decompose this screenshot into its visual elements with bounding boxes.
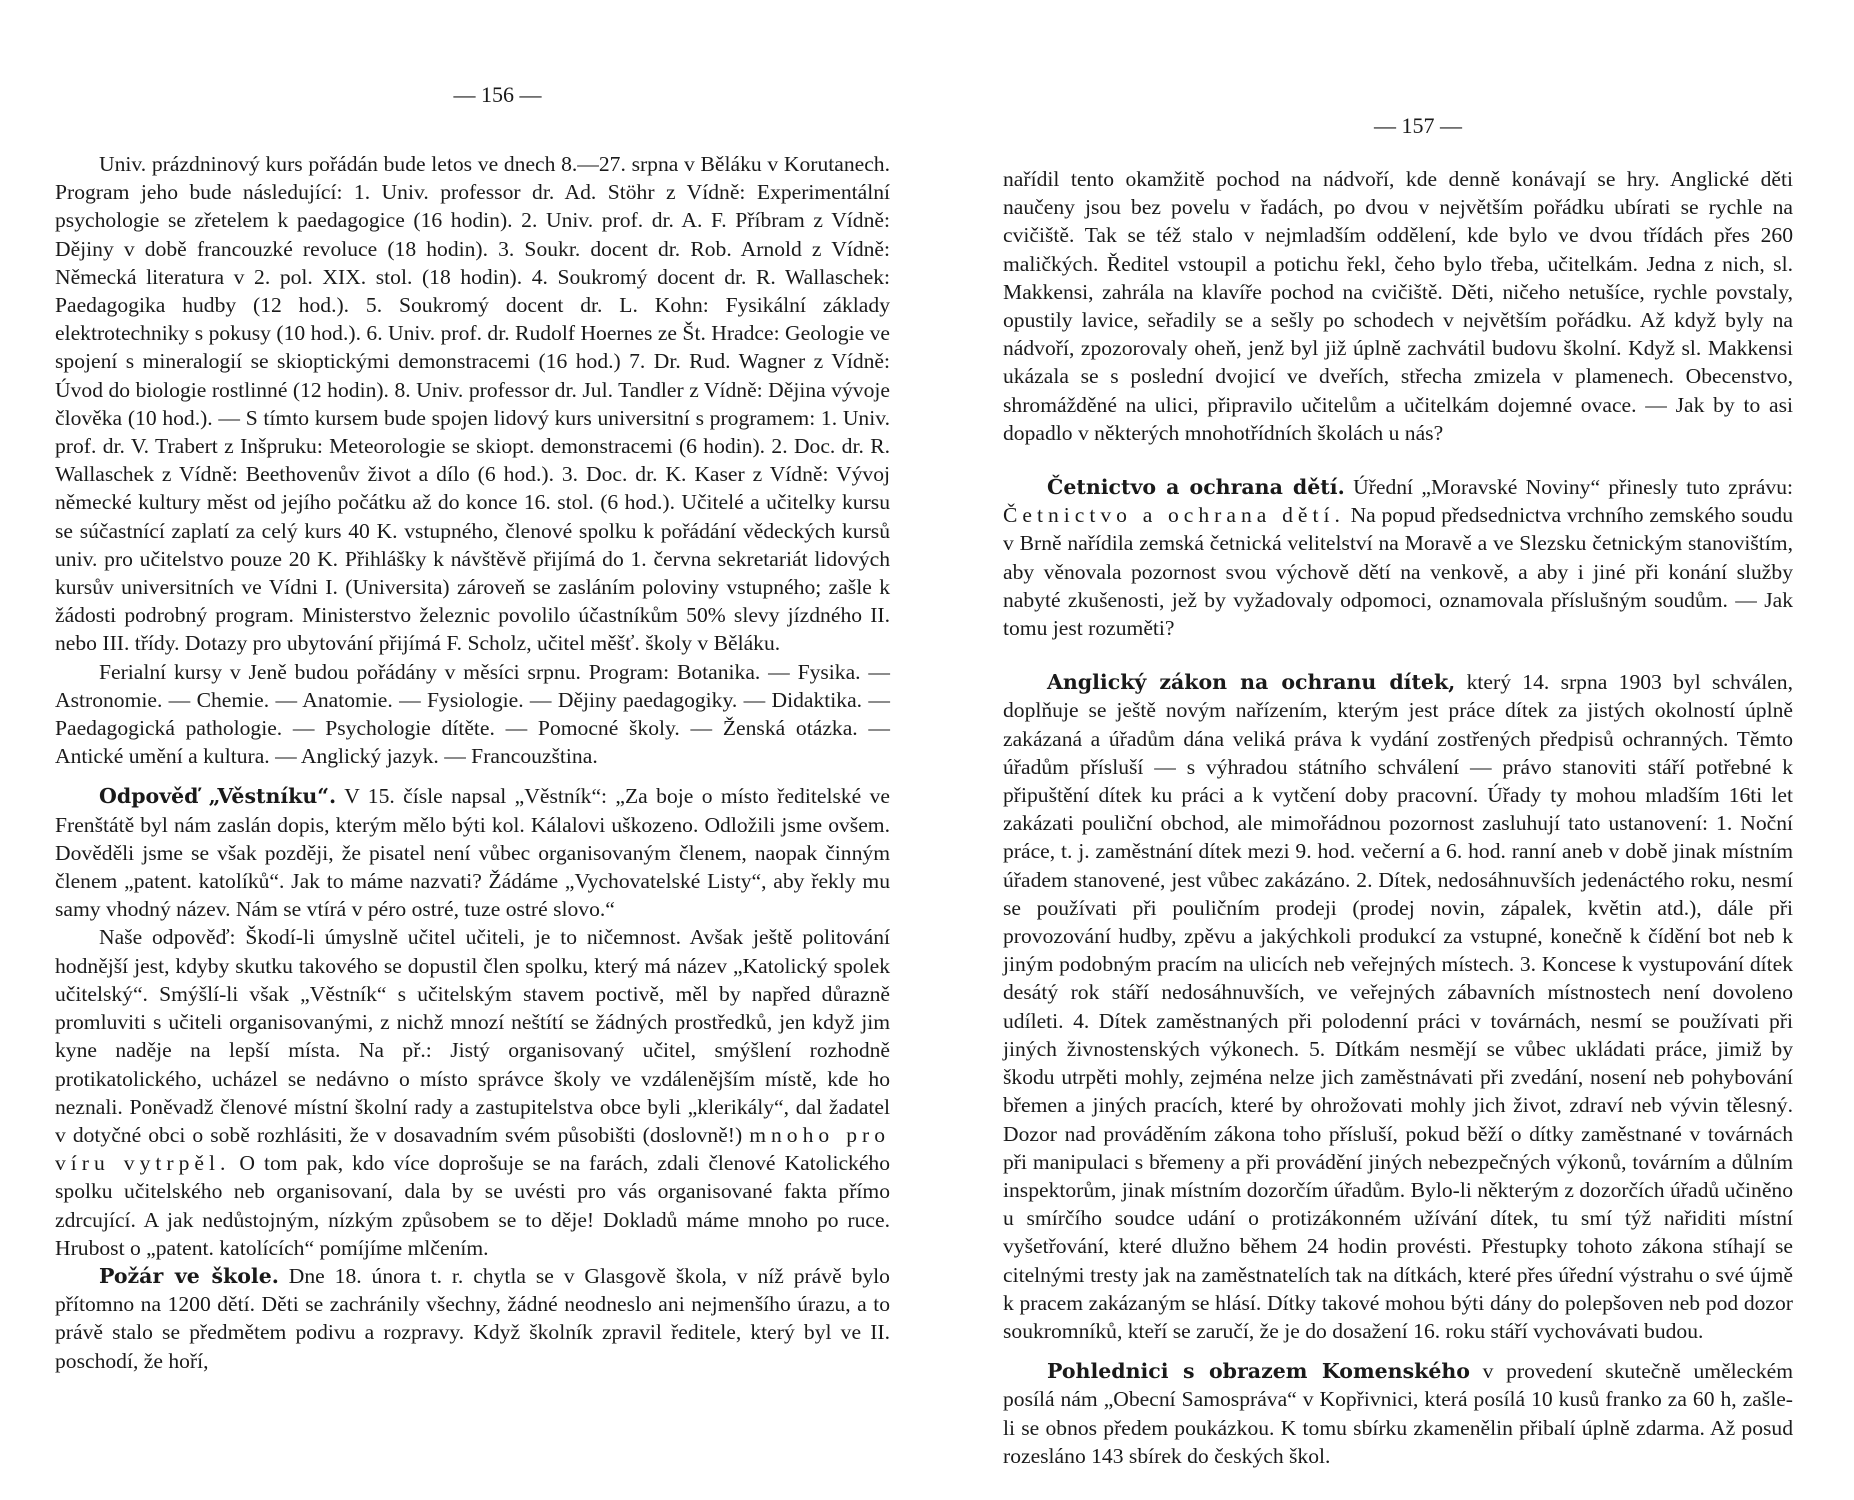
paragraph-text: Univ. prázdninový kurs pořádán bude letos ve dnech 8.—27. srpna v Běláku v Korutanech. Program jeho bude následující: 1. Univ. professor dr. Ad. Stöhr z Vídně: Experimentální psychologie se zřetelem k paedagogice (16 hodin). 2. Univ. prof. dr. A. F. Příbram z Vídně: Dějiny v době francouzké revoluce (18 hodin). 3. Soukr. docent dr. Rob. Arnold z Vídně: Německá literatura v 2. pol. XIX. stol. (18 hodin). 4. Soukromý docent dr. R. Wallaschek: Paedagogika hudby (12 hod.). 5. Soukromý docent dr. L. Kohn: Fysikální základy elektrotechniky s pokusy (10 hod.). 6. Univ. prof. dr. Rudolf Hoernes ze Št. Hradce: Geologie ve spojení s mineralogií se skioptickými demonstracemi (16 hod.) 7. Dr. Rud. Wagner z Vídně: Úvod do biologie rostlinné (12 hodin). 8. Univ. professor dr. Jul. Tandler z Vídně: Dějina vývoje člověka (10 hod.). — S tímto kursem bude spojen lidový kurs universitní s programem: 1. Univ. prof. dr. V. Trabert z Inšpruku: Meteorologie se skiopt. demonstracemi (6 hodin). 2. Doc. dr. R. Wallaschek z Vídně: Beethovenův život a dílo (6 hod.). 3. Doc. dr. K. Kaser z Vídně: Vývoj německé kultury měst od jejího počátku až do konce 16. stol. (6 hod.). Učitelé a učitelky kursu se súčastnící zaplatí za celý kurs 40 K. vstupného, členové spolku k pořádání vědeckých kursů univ. pro učitelstvo pouze 20 K. Přihlášky k návštěvě přijímá do 1. června sekretariát lidových kursův universitních ve Vídni I. (Universita) zároveň se zasláním poloviny vstupného; zašle k žádosti podrobný program. Ministerstvo železnic povolilo účastníkům 50% slevy jízdného II. nebo III. třídy. Dotazy pro ubytování přijímá F. Scholz, učitel měšť. školy v Běláku. [55,152,890,656]
article-heading: Anglický zákon na ochranu dítek, [1047,670,1456,695]
paragraph-text: který 14. srpna 1903 byl schválen, doplňuje se ještě novým nařízením, kterým jest práce dítek za jistých okolností úplně zakázaná a úřadům dána veliká práva k vydání zostřených předpisů ochranných. Těmto úřadům přísluší — s výhradou státního schválení — právo stanoviti stáří potřebné k připuštění dítek ku práci a k vytčení doby pracovní. Úřady ty mohou mladším 16ti let zakázati pouliční obchod, ale mimořádnou pozornost zasluhují tato ustanovení: 1. Noční práce, t. j. zaměstnání dítek mezi 9. hod. večerní a 6. hod. ranní aneb v době jinak místním úřadem stanovené, jest vůbec zakázáno. 2. Dítek, nedosáhnuvších jedenáctého roku, nesmí se používati při pouličním prodeji (prodej novin, zápalek, květin atd.), dále při provozování hudby, zpěvu a jakýchkoli produkcí za vstupné, konečně k čídění bot neb k jiným podobným pracím na ulicích neb veřejných místech. 3. Koncese k vystupování dítek desátý rok stáří nedosáhnuvších, ve veřejných zábavních místnostech není dovoleno udíleti. 4. Dítek zaměstnaných při polodenní práci v továrnách, nesmí se používati při jiných živnostenských výkonech. 5. Dítkám nesmějí se vůbec ukládati práce, jimiž by škodu utrpěti mohly, zejména nelze jich zaměstnávati při zvedání, nosení neb pohybování břemen a jiných pracích, které by ohrožovati mohly jich život, zdraví neb vývin tělesný. Dozor nad prováděním zákona toho přísluší, pokud běží o dítky zaměstnané v továrnách při manipulaci s břemeny a při provádění jiných nebezpečných výkonů, továrním a důlním inspektorům, jinak místním dozorčím úřadům. Bylo-li některým z dozorčích úřadů učiněno u smírčího soudce udání o protizákonném užívání dítek, tu smí týž nařiditi místní vyšetřování, které dlužno během 24 hodin provésti. Přestupky tohoto zákona stíhají se citelnými tresty jak na zaměstnatelích tak na dítkách, které přes úřední výstrahu o své újmě k pracem zakázaným se hlásí. Dítky takové mohou býti dány do polepšoven neb pod dozor soukromníků, kteří se zaručí, že je do dosažení 16. roku stáří vychovávati budou. [1003,670,1793,1343]
right-page [1003,0,1793,1470]
article-heading: Pohlednici s obrazem Komenského [1047,1359,1470,1384]
article-gendarmerie [1003,473,1793,642]
page-number: — 157 — [1374,113,1462,138]
article-heading: Odpověď „Věstníku“. [99,784,337,809]
spaced-emphasis: mnoho pro víru vytrpěl. [55,1122,890,1176]
article-answer-to-vestnik [55,782,890,923]
article-english-child-law [1003,668,1793,1345]
spaced-emphasis: Četnictvo a ochrana dětí. [1003,503,1345,528]
paragraph-text: O tom pak, kdo více doprošuje se na farách, zdali členové Katolického spolku učitelského neb organisovaní, dala by se uvésti pro vás organisované fakta přímo zdrcující. A jak nedůstojným, nízkým způsobem se to děje! Dokladů máme mnoho po ruce. Hrubost o „patent. katolících“ pomíjíme mlčením. [55,1151,891,1260]
notice-univ-summer-course [55,150,890,658]
article-heading: Požár ve škole. [99,1263,279,1288]
page-number: — 156 — [453,82,542,107]
article-komensky-postcard [1003,1357,1793,1470]
paragraph-text: V 15. čísle napsal „Věstník“: „Za boje o místo ředitelské ve Frenštátě byl nám zaslán dopis, kterým mělo býti kol. Kálalovi uškozeno. Odložili jsme ovšem. Dověděli jsme se však později, že pisatel není vůbec organisovaným členem, naopak činným členem „patent. katolíků“. Jak to máme nazvati? Žádáme „Vychovatelské Listy“, aby řekly mu samy vhodný název. Nám se vtírá v péro ostré, tuze ostré slovo.“ [55,784,890,922]
paragraph-text: nařídil tento okamžitě pochod na nádvoří, kde denně konávají se hry. Anglické děti naučeny jsou bez povelu v řadách, po dvou v největším pořádku ubírati se rychle na cvičiště. Tak se též stalo v nejmladším oddělení, kde bylo ve dvou třídách přes 260 maličkých. Ředitel vstoupil a potichu řekl, čeho bylo třeba, učitelkám. Jedna z nich, sl. Makkensi, zahrála na klavíře pochod na cvičiště. Děti, ničeho netušíce, rychle povstaly, opustily lavice, seřadily se a sešly po schodech v největším pořádku. Až když byly na nádvoří, zpozorovaly oheň, jenž byl již úplně zachvátil budovu školní. Když sl. Makkensi ukázala se s poslední dvojicí ve dveřích, střecha zmizela v plamenech. Obecenstvo, shromážděné na ulici, připravilo učitelům a učitelkám dojemné ovace. — Jak by to asi dopadlo v některých mnohotřídních školách u nás? [1003,167,1793,445]
notice-jena-courses [55,658,890,771]
left-page [55,0,890,1375]
paragraph-text: Na popud předsednictva vrchního zemského soudu v Brně nařídila zemská četnická velitelství na Moravě a ve Slezsku četnickým stanovištím, aby věnovala pozornost svou výchově dětí na venkově, a aby i jiné při konání služby nabyté zkušenosti, jež by vyžadovaly odpomoci, oznamovala příslušným soudům. — Jak tomu jest rozuměti? [1003,503,1793,641]
article-fire-in-school [55,1262,890,1375]
article-heading: Četnictvo a ochrana dětí. [1047,475,1345,500]
article-our-answer [55,923,890,1261]
paragraph-text: Dne 18. února t. r. chytla se v Glasgově škola, v níž právě bylo přítomno na 1200 dětí. Děti se zachránily všechny, žádné neodneslo ani nejmenšího úrazu, a to právě stalo se předmětem podivu a rozpravy. Když školník zpravil ředitele, který byl ve II. poschodí, že hoří, [55,1263,890,1373]
paragraph-text: Úřední „Moravské Noviny“ přinesly tuto zprávu: [1344,475,1793,500]
paragraph-text: v provedení skutečně uměleckém posílá nám „Obecní Samospráva“ v Kopřivnici, která posílá 10 kusů franko za 60 h, zašle-li se obnos předem poukázkou. K tomu sbírku zkamenělin přibalí úplně zdarma. Až posud rozesláno 143 sbírek do českých škol. [1003,1359,1794,1468]
paragraph-text: Ferialní kursy v Jeně budou pořádány v měsíci srpnu. Program: Botanika. — Fysika. — Astronomie. — Chemie. — Anatomie. — Fysiologie. — Dějiny paedagogiky. — Didaktika. — Paedagogická pathologie. — Psychologie dítěte. — Pomocné školy. — Ženská otázka. — Antické umění a kultura. — Anglický jazyk. — Francouzština. [55,659,890,769]
paragraph-text: Naše odpověď: Škodí-li úmyslně učitel učiteli, je to ničemnost. Avšak ještě politování hodnější jest, kdyby skutku takového se dopustil člen spolku, který má název „Katolický spolek učitelský“. Smýšlí-li však „Věstník“ s učitelským stavem poctivě, měl by napřed důrazně promluviti s učiteli organisovanými, z nichž mnozí neštítí se žádných prostředků, jen když jim kyne naděje na lepší místa. Na př.: Jistý organisovaný učitel, smýšlení rozhodně protikatolického, ucházel se nedávno o místo správce školy ve vzdálenějším místě, kde ho neznali. Poněvadž členové místní školní rady a zastupitelstva obce byli „klerikály“, dal žadatel v dotyčné obci o sobě rozhlásiti, že v dosavadním svém působišti (doslovně!) [55,925,890,1147]
article-fire-continued [1003,165,1793,447]
